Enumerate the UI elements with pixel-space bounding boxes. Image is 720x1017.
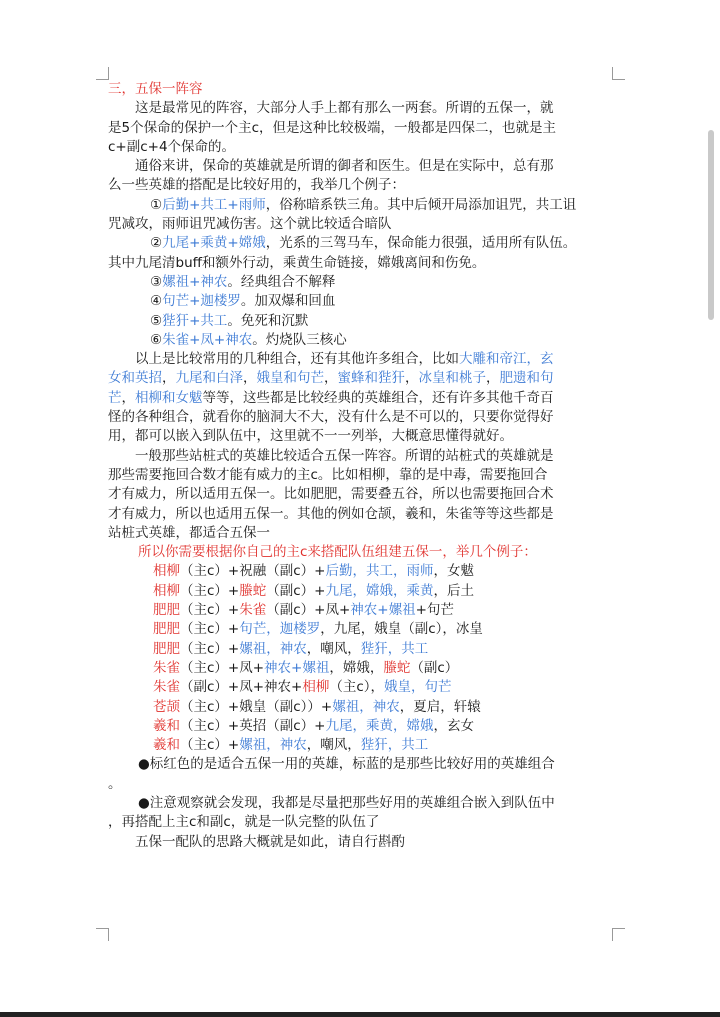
text-segment: （主c）， — [329, 679, 385, 696]
text-line: 。 — [108, 775, 122, 792]
text-segment: ，嘲风， — [306, 640, 361, 657]
hero-combo: 神农+嫘祖 — [264, 659, 330, 676]
note-observation — [108, 794, 612, 833]
text-line: ，再搭配上主c和副c，就是一队完整的队伍了 — [108, 814, 380, 831]
paragraph-other-combos — [108, 350, 612, 446]
bottom-bar — [0, 1012, 720, 1017]
lineup-row — [108, 717, 612, 736]
section-heading: 三，五保一阵容 — [108, 81, 203, 97]
hero-combo: 嫘祖，神农 — [239, 737, 307, 754]
hero-combo: 句芒，迦楼罗 — [239, 621, 321, 638]
paragraph-intro — [108, 99, 612, 157]
text-segment: （主c）+祝融（副c）+ — [180, 563, 326, 580]
example-4 — [108, 292, 612, 311]
document-body — [108, 80, 612, 852]
example-text: 。加双爆和回血 — [240, 293, 336, 310]
main-hero: 螣蛇 — [239, 582, 267, 599]
lineup-row — [108, 698, 612, 717]
text-segment: （主c）+凤+ — [180, 659, 265, 676]
hero-combo: 娥皇，句芒 — [384, 679, 452, 696]
page-corner-mark-top-left — [96, 67, 109, 80]
example-3 — [108, 273, 612, 292]
text-line: c+副c+4个保命的。 — [108, 138, 236, 155]
hero-combo: 嫘祖，神农 — [239, 640, 307, 657]
hero-combo: 冰皇和桃子 — [418, 370, 486, 387]
main-hero: 肥肥 — [153, 621, 180, 638]
lineup-row — [108, 678, 612, 697]
hero-combo: 芒 — [108, 389, 122, 406]
text-segment: （副c）+凤+ — [266, 602, 351, 619]
text-segment: （主c）+英招（副c）+ — [180, 717, 326, 734]
text-segment: ， — [526, 351, 540, 368]
text-segment: （副c） — [410, 659, 459, 676]
text-line: ●注意观察就会发现，我都是尽量把那些好用的英雄组合嵌入到队伍中 — [138, 794, 555, 811]
text-segment: ，女魃 — [433, 563, 474, 580]
example-number: ④ — [150, 293, 163, 310]
lineup-list — [108, 562, 612, 755]
main-hero: 苍颉 — [153, 698, 180, 715]
text-line: 一般那些站桩式的英雄比较适合五保一阵容。所谓的站桩式的英雄就是 — [135, 447, 554, 464]
text-segment: ， — [243, 370, 257, 387]
text-segment: ， — [121, 389, 135, 406]
example-6 — [108, 331, 612, 350]
example-number: ⑤ — [150, 312, 163, 329]
lineup-row — [108, 562, 612, 581]
text-line: 通俗来讲，保命的英雄就是所谓的御者和医生。但是在实际中，总有那 — [135, 158, 554, 175]
main-hero: 羲和 — [153, 737, 180, 754]
text-segment: ，九尾，娥皇（副c），冰皇 — [320, 621, 483, 638]
hero-combo: 大雕和帝江 — [459, 351, 527, 368]
text-line: 其中九尾清buff和额外行动，乘黄生命链接，嫦娥离间和伤免。 — [108, 254, 486, 271]
hero-combo: 肥遗和句 — [499, 370, 554, 387]
text-line: 是5个保命的保护一个主c，但是这种比较极端，一般都是四保二，也就是主 — [108, 119, 557, 136]
hero-combo: 狴犴，共工 — [360, 737, 429, 754]
main-hero: 羲和 — [153, 717, 180, 734]
text-segment: （主c）+ — [180, 582, 240, 599]
hero-combo: 玄 — [540, 351, 554, 368]
text-line: 这是最常见的阵容，大部分人手上都有那么一两套。所谓的五保一，就 — [135, 100, 554, 117]
text-segment: （主c）+ — [180, 602, 240, 619]
example-number: ③ — [150, 273, 163, 290]
page-corner-mark-bottom-right — [612, 928, 625, 941]
text-segment: （主c）+ — [180, 640, 240, 657]
hero-combo: 句芒+迦楼罗 — [162, 293, 241, 310]
paragraph-stationary-heroes — [108, 447, 612, 543]
main-hero: 相柳 — [302, 679, 330, 696]
example-text: ，俗称暗系铁三角。其中后倾开局添加诅咒，共工诅 — [265, 196, 577, 213]
hero-combo: 蜜蜂和狴犴 — [337, 370, 405, 387]
main-hero: 肥肥 — [153, 602, 180, 619]
text-segment: ， — [324, 370, 338, 387]
main-hero: 螣蛇 — [383, 659, 411, 676]
text-line: 才有威力，所以也适用五保一。其他的例如仓颉，羲和，朱雀等等这些都是 — [108, 505, 554, 522]
text-line: 用，都可以嵌入到队伍中，这里就不一一列举，大概意思懂得就好。 — [108, 428, 513, 445]
example-text: 。免死和沉默 — [227, 312, 309, 329]
example-5 — [108, 312, 612, 331]
lineup-row — [108, 659, 612, 678]
hero-combo: 朱雀+凤+神农 — [162, 331, 253, 348]
main-hero: 相柳 — [153, 563, 180, 580]
hero-combo: 娥皇和句芒 — [256, 370, 324, 387]
hero-combo: 九尾，乘黄，嫦娥 — [325, 717, 434, 734]
text-segment: ，后土 — [433, 582, 474, 599]
lineup-row — [108, 736, 612, 755]
main-hero: 朱雀 — [153, 659, 180, 676]
page-corner-mark-bottom-left — [96, 928, 109, 941]
text-segment: 以上是比较常用的几种组合，还有其他许多组合，比如 — [135, 351, 459, 368]
main-hero: 肥肥 — [153, 640, 180, 657]
page-corner-mark-top-right — [612, 67, 625, 80]
text-line: ●标红色的是适合五保一用的英雄，标蓝的是那些比较好用的英雄组合 — [138, 756, 555, 773]
main-hero: 朱雀 — [239, 602, 267, 619]
text-segment: ， — [486, 370, 500, 387]
text-segment: （副c）+ — [266, 582, 326, 599]
text-segment: 等等，这些都是比较经典的英雄组合，还有许多其他千奇百 — [202, 389, 554, 406]
text-segment: ， — [405, 370, 419, 387]
hero-combo: 九尾和白泽 — [175, 370, 243, 387]
text-segment: ，玄女 — [433, 717, 474, 734]
example-text: ，光系的三驾马车，保命能力很强，适用所有队伍。 — [265, 235, 577, 252]
lineup-row — [108, 601, 612, 620]
examples-intro: 所以你需要根据你自己的主c来搭配队伍组建五保一，举几个例子： — [138, 544, 537, 561]
text-segment: （副c）+凤+神农+ — [180, 679, 303, 696]
lineup-row — [108, 582, 612, 601]
hero-combo: 相柳和女魃 — [135, 389, 203, 406]
text-segment: ，夏启，轩辕 — [399, 698, 481, 715]
text-segment: （主c）+娥皇（副c））+ — [180, 698, 333, 715]
text-line: 咒减攻，雨师诅咒减伤害。这个就比较适合暗队 — [108, 216, 392, 233]
example-text: 。灼烧队三核心 — [252, 331, 347, 348]
text-segment: ，嫦娥， — [329, 659, 384, 676]
text-line: 站桩式英雄，都适合五保一 — [108, 524, 270, 541]
hero-combo: 狴犴+共工 — [162, 312, 228, 329]
note-color-legend — [108, 755, 612, 794]
example-number: ⑥ — [150, 331, 163, 348]
text-line: 么一些英雄的搭配是比较好用的，我举几个例子： — [108, 177, 405, 194]
hero-combo: 嫘祖，神农 — [332, 698, 400, 715]
vertical-scrollbar-thumb[interactable] — [708, 130, 714, 320]
hero-combo: 嫘祖+神农 — [162, 273, 228, 290]
example-text: 。经典组合不解释 — [227, 273, 336, 290]
text-line: 那些需要拖回合数才能有威力的主c。比如相柳，靠的是中毒，需要拖回合 — [108, 466, 548, 483]
hero-combo: 九尾+乘黄+嫦娥 — [162, 235, 266, 252]
hero-combo: 后勤+共工+雨师 — [162, 196, 266, 213]
closing-line: 五保一配队的思路大概就是如此，请自行斟酌 — [135, 833, 405, 850]
text-segment: （主c）+ — [180, 737, 240, 754]
hero-combo: 女和英招 — [108, 370, 162, 387]
text-line: 怪的各种组合，就看你的脑洞大不大，没有什么是不可以的，只要你觉得好 — [108, 409, 554, 426]
example-number: ② — [150, 235, 163, 252]
paragraph-definition — [108, 157, 612, 196]
example-number: ① — [150, 196, 163, 213]
hero-combo: 神农+嫘祖 — [350, 602, 416, 619]
hero-combo: 狴犴，共工 — [360, 640, 429, 657]
text-segment: （主c）+ — [180, 621, 240, 638]
example-2 — [108, 234, 612, 273]
text-segment: ，嘲风， — [306, 737, 361, 754]
main-hero: 朱雀 — [153, 679, 180, 696]
text-segment: ， — [162, 370, 176, 387]
lineup-row — [108, 640, 612, 659]
hero-combo: 后勤，共工，雨师 — [325, 563, 434, 580]
main-hero: 相柳 — [153, 582, 180, 599]
text-line: 才有威力，所以适用五保一。比如肥肥，需要叠五谷，所以也需要拖回合术 — [108, 486, 554, 503]
example-1 — [108, 196, 612, 235]
text-segment: +句芒 — [415, 602, 454, 619]
hero-combo: 九尾，嫦娥，乘黄 — [325, 582, 434, 599]
lineup-row — [108, 620, 612, 639]
